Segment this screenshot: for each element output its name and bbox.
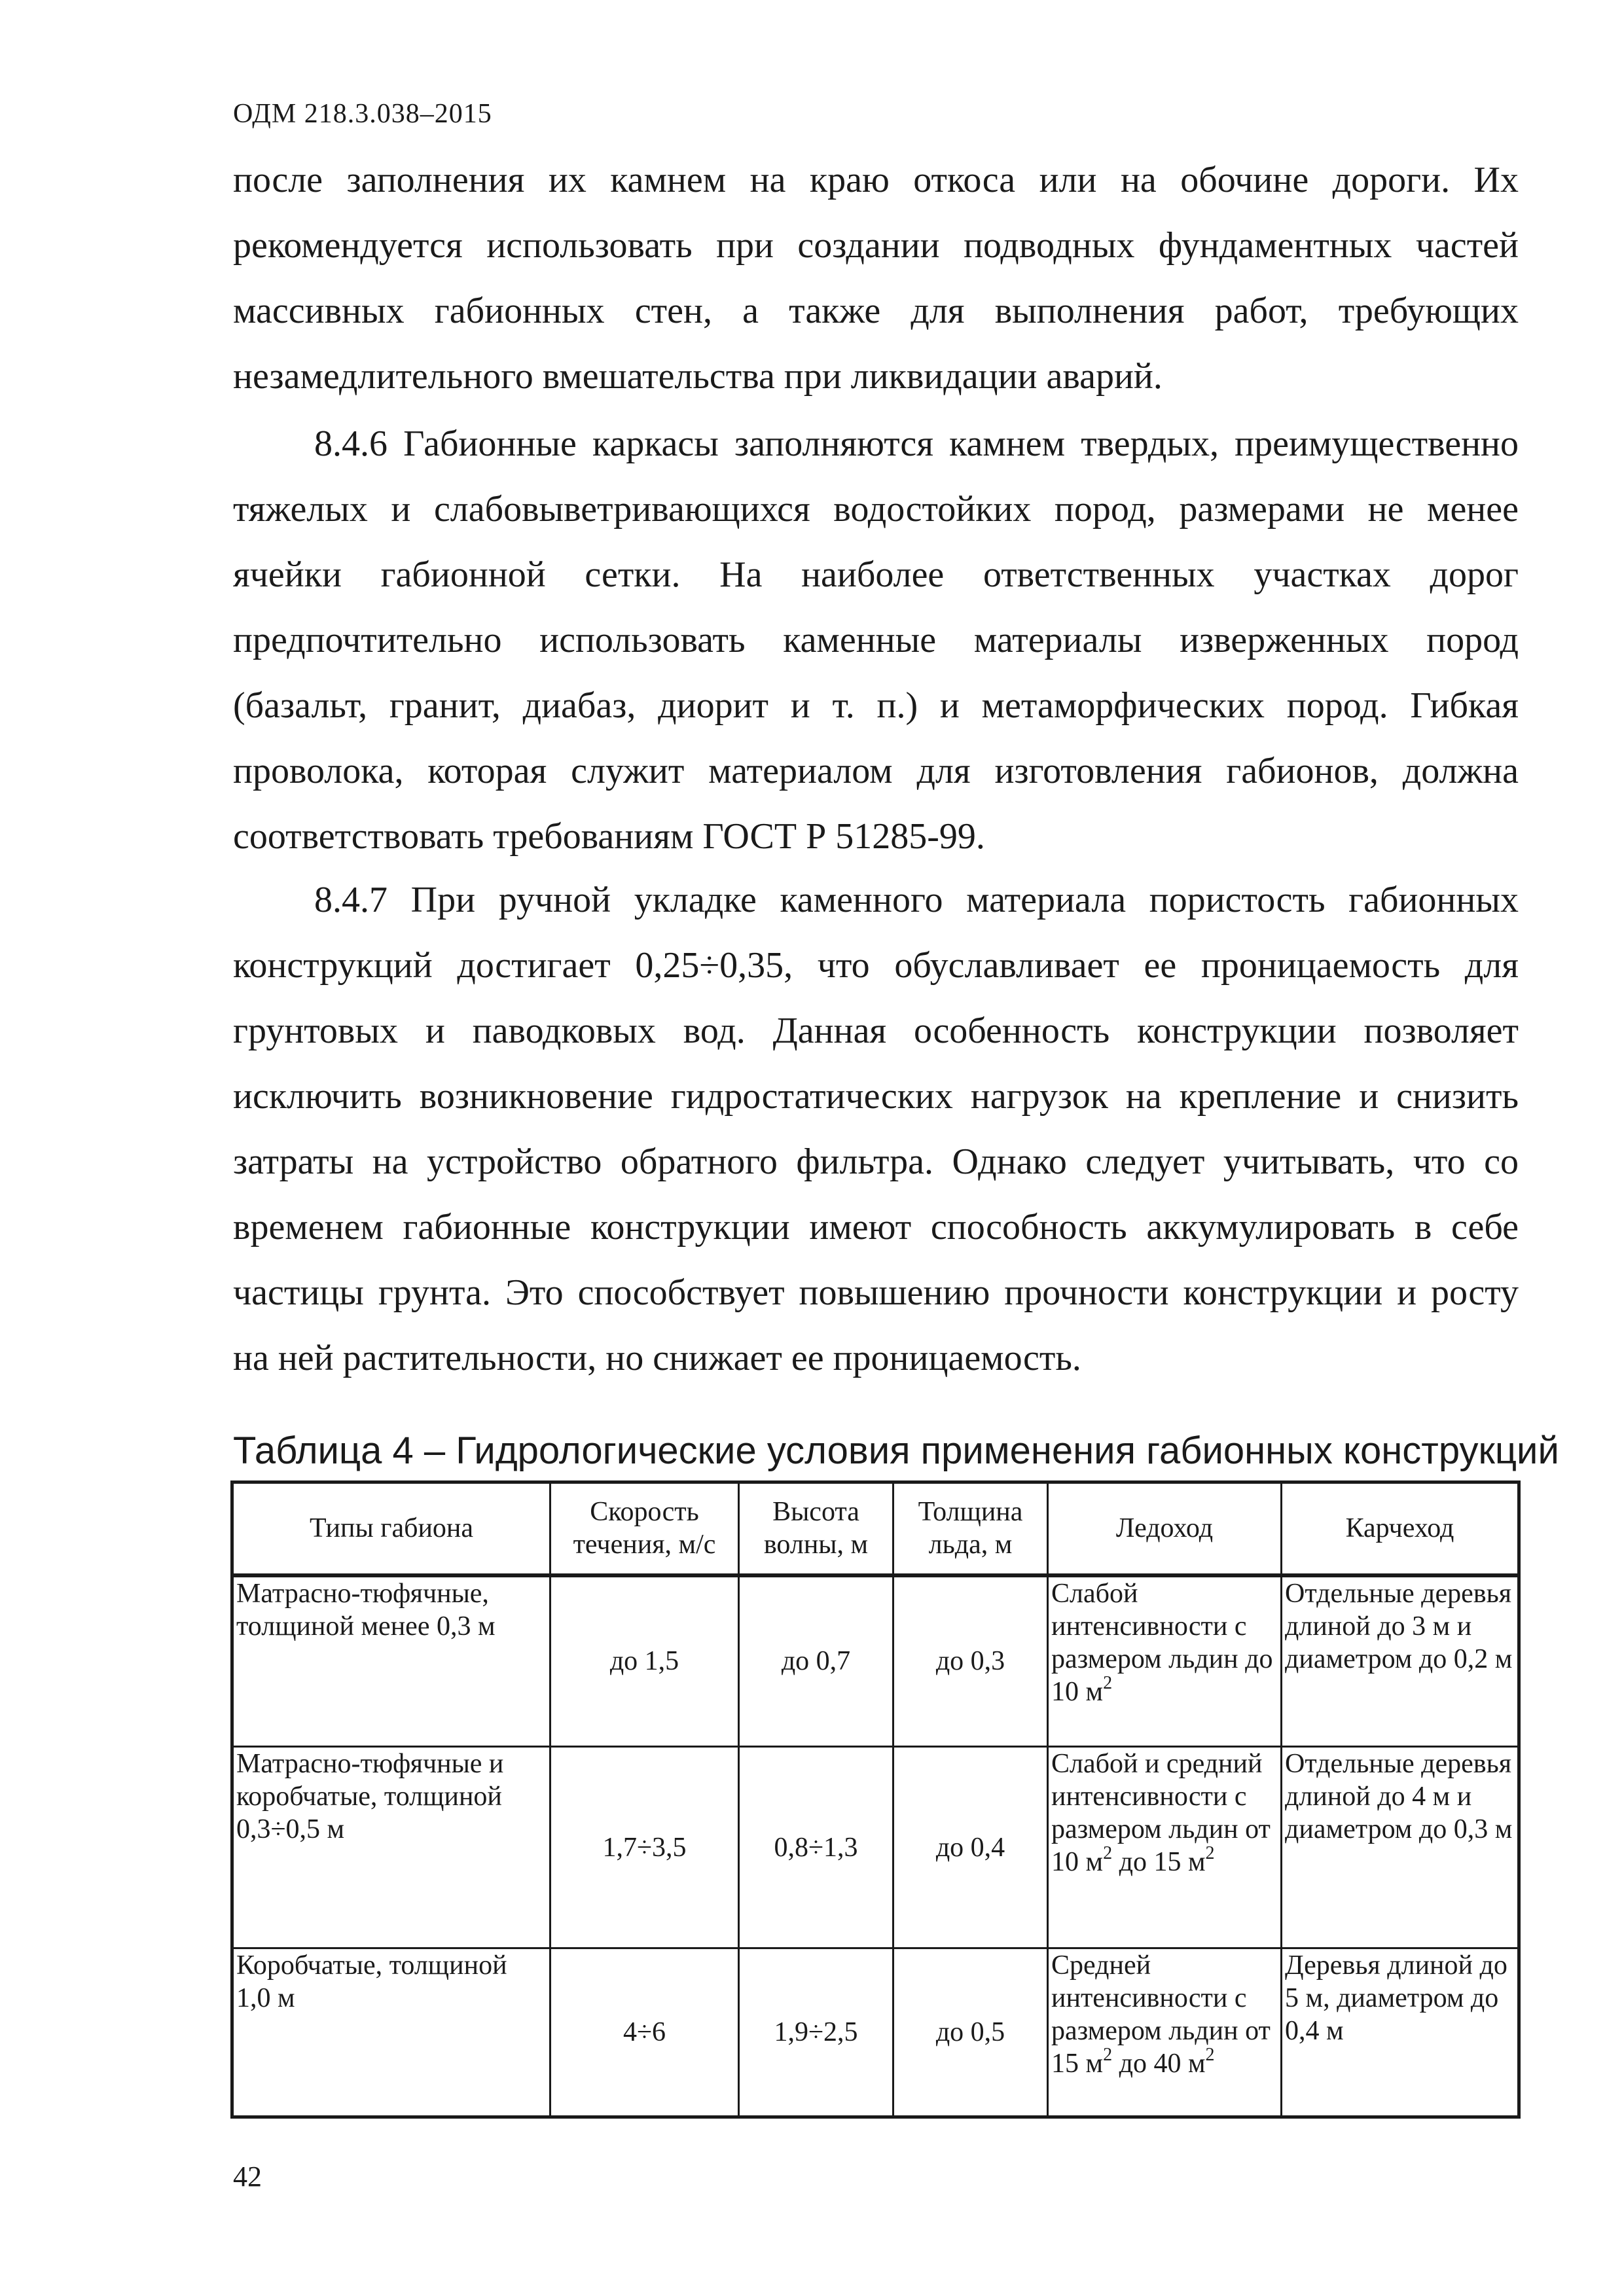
header-speed: Скорость течения, м/с xyxy=(550,1482,739,1575)
cell-type: Матрасно-тюфячные и коробчатые, толщиной 0,3÷0,5 м xyxy=(232,1747,550,1948)
ice-drift-text: Средней интенсивности с размером льдин от 15 м xyxy=(1051,1950,1271,2079)
cell-ice-drift xyxy=(1048,1575,1282,1747)
ice-drift-superscript-2: 2 xyxy=(1205,2045,1215,2065)
ice-drift-text: Слабой и средний интенсивности с размером льдин от 10 м xyxy=(1051,1749,1271,1877)
header-ice-thickness: Толщина льда, м xyxy=(893,1482,1048,1575)
header-ice-drift: Ледоход xyxy=(1048,1482,1282,1575)
cell-wave: 1,9÷2,5 xyxy=(739,1948,893,2117)
cell-ice-drift xyxy=(1048,1948,1282,2117)
table-row xyxy=(232,1948,1519,2117)
cell-type: Коробчатые, толщиной 1,0 м xyxy=(232,1948,550,2117)
cell-speed: 4÷6 xyxy=(550,1948,739,2117)
paragraph-text: 8.4.6 Габионные каркасы заполняются камнем твердых, преимущественно тяжелых и слабовыветривающихся водостойких пород, размерами не менее ячейки габионной сетки. На наиболее ответственных участках дорог предпочтительно использовать каменные материалы изверженных пород (базальт, гранит, диабаз, диорит и т. п.) и метаморфических пород. Гибкая проволока, которая служит материалом для изготовления габионов, должна соответствовать требованиям ГОСТ Р 51285-99. xyxy=(233,423,1519,857)
paragraph-text: 8.4.7 При ручной укладке каменного материала пористость габионных конструкций достигает 0,25÷0,35, что обуславливает ее проницаемость для грунтовых и паводковых вод. Данная особенность конструкции позволяет исключить возникновение гидростатических нагрузок на крепление и снизить затраты на устройство обратного фильтра. Однако следует учитывать, что со временем габионные конструкции имеют способность аккумулировать в себе частицы грунта. Это способствует повышению прочности конструкции и росту на ней растительности, но снижает ее проницаемость. xyxy=(233,880,1519,1378)
table-caption: Таблица 4 – Гидрологические условия применения габионных конструкций xyxy=(233,1429,1559,1472)
cell-wave: 0,8÷1,3 xyxy=(739,1747,893,1948)
cell-wood-drift: Отдельные деревья длиной до 4 м и диаметром до 0,3 м xyxy=(1282,1747,1519,1948)
hydrological-conditions-table xyxy=(230,1480,1521,2119)
cell-type: Матрасно-тюфячные, толщиной менее 0,3 м xyxy=(232,1575,550,1747)
table-row xyxy=(232,1747,1519,1948)
document-code-header: ОДМ 218.3.038–2015 xyxy=(233,99,492,129)
table-header-row xyxy=(232,1482,1519,1575)
paragraph-8-4-6 xyxy=(233,411,1519,869)
cell-ice-thickness: до 0,4 xyxy=(893,1747,1048,1948)
paragraph-text: после заполнения их камнем на краю откоса или на обочине дороги. Их рекомендуется использовать при создании подводных фундаментных частей массивных габионных стен, а также для выполнения работ, требующих незамедлительного вмешательства при ликвидации аварий. xyxy=(233,160,1519,397)
ice-drift-text-2: до 15 м xyxy=(1112,1847,1206,1877)
cell-wood-drift: Отдельные деревья длиной до 3 м и диаметром до 0,2 м xyxy=(1282,1575,1519,1747)
page-number: 42 xyxy=(233,2161,262,2193)
ice-drift-superscript: 2 xyxy=(1103,1672,1113,1693)
cell-wave: до 0,7 xyxy=(739,1575,893,1747)
cell-ice-drift xyxy=(1048,1747,1282,1948)
cell-speed: 1,7÷3,5 xyxy=(550,1747,739,1948)
cell-speed: до 1,5 xyxy=(550,1575,739,1747)
ice-drift-superscript: 2 xyxy=(1103,2045,1113,2065)
header-wave: Высота волны, м xyxy=(739,1482,893,1575)
paragraph-continuation xyxy=(233,147,1519,409)
cell-wood-drift: Деревья длиной до 5 м, диаметром до 0,4 м xyxy=(1282,1948,1519,2117)
cell-ice-thickness: до 0,3 xyxy=(893,1575,1048,1747)
table-row xyxy=(232,1575,1519,1747)
ice-drift-superscript: 2 xyxy=(1103,1843,1113,1863)
header-wood-drift: Карчеход xyxy=(1282,1482,1519,1575)
header-type: Типы габиона xyxy=(232,1482,550,1575)
ice-drift-text-2: до 40 м xyxy=(1112,2049,1206,2079)
ice-drift-text: Слабой интенсивности с размером льдин до 10 м xyxy=(1051,1578,1273,1707)
ice-drift-superscript-2: 2 xyxy=(1205,1843,1215,1863)
cell-ice-thickness: до 0,5 xyxy=(893,1948,1048,2117)
paragraph-8-4-7 xyxy=(233,867,1519,1391)
